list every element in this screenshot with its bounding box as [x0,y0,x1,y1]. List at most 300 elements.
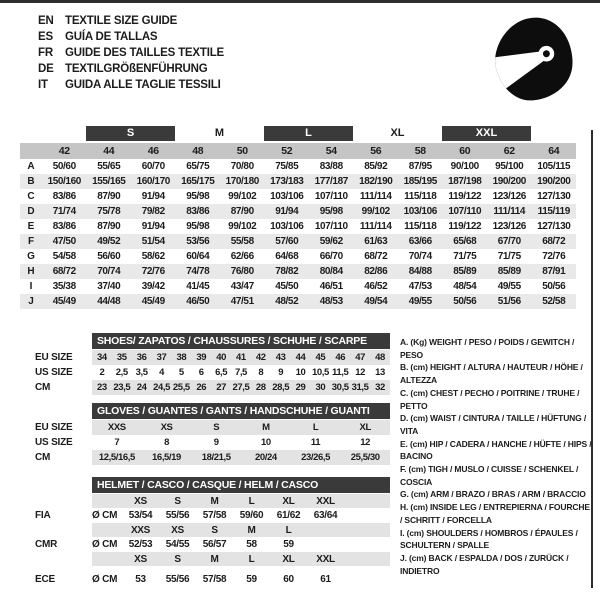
row-label: EU SIZE [35,352,73,363]
value-cell: 47 [355,352,365,363]
table-title-row [35,477,390,493]
spacer [35,403,92,419]
size-number-cell: 64 [548,145,560,157]
size-number-cell: 44 [103,145,115,157]
measurement-value-cell: 85/89 [453,266,477,277]
value-cell: 23,5 [113,382,131,393]
size-letter-row [20,126,576,143]
legend-item: C. (cm) CHEST / PECHO / POITRINE / TRUHE / PETTO [400,387,580,411]
legend-item: A. (Kg) WEIGHT / PESO / POIDS / GEWITCH / PESO [400,337,575,360]
value-cell: 55/56 [165,573,190,585]
size-labels [92,494,390,508]
value-cell: XS [160,422,173,433]
table-row [35,365,390,380]
measurement-value-cell: 165/175 [181,176,215,187]
measurement-value-cell: 115/118 [404,221,437,232]
helmet-size-row [35,552,390,566]
size-label-cell: XS [171,524,184,536]
value-cell: S [213,422,220,433]
measurement-value-cell: 78/82 [275,266,299,277]
racing-helmet-icon [487,10,579,108]
value-cell: 9 [213,437,219,448]
value-cell: 28 [255,382,266,393]
measurement-value-cell: 119/122 [448,221,482,232]
value-cell: 10 [260,437,271,448]
measurement-value-cell: 91/94 [275,206,299,217]
row-key: A [27,161,35,172]
table-row [35,450,390,465]
value-cell: 44 [295,352,306,363]
language-code: IT [38,79,48,91]
measurement-value-cell: 46/51 [319,281,343,292]
value-cell: 24,5 [153,382,170,393]
value-cell: 53/54 [128,510,153,521]
measurement-value-cell: 71/74 [52,206,76,217]
row-label: US SIZE [35,367,73,378]
guide-title: GUIDE DES TAILLES TEXTILE [65,47,224,59]
value-cell: 40 [216,352,226,363]
row-values [92,420,390,435]
measurement-value-cell: 54/58 [52,251,76,262]
measurement-value-cell: 45/49 [52,296,76,307]
measurement-value-cell: 127/130 [537,221,571,232]
helmet-value-row [35,570,390,588]
size-number-cell: 60 [459,145,471,157]
measurement-value-cell: 84/88 [408,266,432,277]
measurement-value-cell: 47/51 [230,296,254,307]
value-cell: 23 [97,382,107,393]
value-cell: 63/64 [313,510,338,521]
value-cell: 23/26,5 [301,452,330,463]
value-cell: XXS [107,422,126,433]
value-cell: L [312,422,319,433]
row-values [92,508,390,523]
guide-title: TEXTILGRÖßENFÜHRUNG [65,63,208,75]
language-code: FR [38,47,53,59]
value-cell: 38 [176,352,187,363]
language-code: ES [38,31,53,43]
racing-helmet-icon [487,10,579,108]
value-cell: 6 [198,367,204,378]
measurement-value-cell: 72/76 [141,266,165,277]
legend-item: H. (cm) INSIDE LEG / ENTREPIERNA / FOURCHE / SCHRITT / FORCELLA [400,502,590,525]
measurement-value-cell: 75/78 [97,206,121,217]
measurement-legend [400,336,594,577]
value-cell: 39 [196,352,207,363]
measurement-value-cell: 105/115 [537,161,571,172]
measurement-value-cell: 43/47 [230,281,254,292]
value-cell: 12 [355,367,365,378]
measurement-value-cell: 48/52 [275,296,299,307]
value-cell: 61 [320,573,331,585]
textile-size-table [20,126,576,309]
value-cell: 8 [164,437,169,448]
measurement-row [20,234,576,249]
value-cell: 37 [156,352,167,363]
row-label: EU SIZE [35,422,73,433]
row-values [92,450,390,465]
spacer [35,333,92,349]
value-cell: 57/58 [202,510,227,521]
value-cell: 12 [360,437,371,448]
measurement-row [20,279,576,294]
value-cell: 11 [310,437,321,448]
table-title-bar: HELMET / CASCO / CASQUE / HELM / CASCO [92,477,390,493]
spacer [35,523,92,537]
value-cell: 30 [315,382,326,393]
size-label-cell: XL [282,553,295,565]
row-values [92,380,390,395]
legend-item: E. (cm) HIP / CADERA / HANCHE / HÜFTE / HIPS / BACINO [400,438,592,462]
legend-item: D. (cm) WAIST / CINTURA / TAILLE / HÜFTUNG / VITA [400,413,587,436]
measurement-value-cell: 56/60 [97,251,121,262]
measurement-value-cell: 70/80 [230,161,254,172]
spacer [35,494,92,508]
value-cell: 25,5 [172,382,190,393]
measurement-value-cell: 70/74 [408,251,432,262]
value-cell: 36 [136,352,147,363]
helmet-value-row [35,537,390,552]
table-title-bar: SHOES/ ZAPATOS / CHAUSSURES / SCHUHE / SCARPE [92,333,390,349]
value-cell: 41 [236,352,246,363]
size-label-cell: L [248,495,255,507]
row-values [92,365,390,380]
measurement-value-cell: 68/72 [542,236,566,247]
value-cell: 57/58 [202,573,227,585]
value-cell: 61/62 [276,510,301,521]
measurement-value-cell: 99/102 [361,206,390,217]
measurement-value-cell: 115/119 [537,206,570,217]
measurement-value-cell: 103/106 [270,191,304,202]
spacer [20,126,86,143]
measurement-value-cell: 87/90 [230,206,254,217]
value-cell: 42 [255,352,266,363]
size-label-xl: XL [390,127,405,139]
row-values [92,435,390,450]
standard-label: ECE [35,573,55,585]
measurement-value-cell: 35/38 [52,281,76,292]
measurement-value-cell: 50/56 [542,281,566,292]
measurement-value-cell: 87/95 [408,161,432,172]
size-label-cell: XXS [130,524,151,536]
value-cell: 18/21,5 [201,452,231,463]
measurement-value-cell: 66/70 [319,251,343,262]
measurement-value-cell: 70/74 [97,266,121,277]
measurement-row [20,249,576,264]
size-number-cell: 48 [192,145,204,157]
measurement-value-cell: 87/91 [542,266,566,277]
row-values [92,537,390,552]
measurement-row [20,204,576,219]
measurement-value-cell: 99/102 [228,221,257,232]
row-key: I [29,281,33,292]
language-code: EN [38,15,54,27]
value-cell: 25,5/30 [350,452,380,463]
measurement-value-cell: 173/183 [270,176,304,187]
helmet-size-table [35,477,390,588]
row-key: B [27,176,35,187]
legend-item: F. (cm) TIGH / MUSLO / CUISSE / SCHENKEL / COSCIA [400,464,579,487]
size-labels [92,552,390,566]
measurement-value-cell: 91/94 [141,191,165,202]
size-number-cell: 46 [147,145,159,157]
measurement-value-cell: 107/110 [314,191,348,202]
guide-title: TEXTILE SIZE GUIDE [65,15,178,27]
measurement-value-cell: 49/54 [364,296,388,307]
measurement-value-cell: 99/102 [228,191,257,202]
size-number-cell: 62 [503,145,515,157]
value-cell: 13 [375,367,385,378]
measurement-value-cell: 61/63 [364,236,388,247]
measurement-value-cell: 95/98 [319,206,343,217]
table-title-row [35,403,390,419]
size-label-cell: XXL [316,553,335,565]
size-label-cell: S [174,553,181,565]
unit-cell: Ø CM [92,510,118,521]
measurement-value-cell: 60/70 [141,161,165,172]
measurement-value-cell: 190/200 [492,176,526,187]
measurement-value-cell: 83/86 [52,221,76,232]
measurement-row [20,174,576,189]
measurement-value-cell: 59/62 [319,236,343,247]
shoes-size-table [35,333,390,395]
table-row [35,420,390,435]
measurement-value-cell: 63/66 [408,236,432,247]
measurement-value-cell: 85/92 [364,161,388,172]
value-cell: 28,5 [272,382,290,393]
measurement-row [20,264,576,279]
measurement-value-cell: 47/50 [52,236,76,247]
size-number-cell: 56 [370,145,382,157]
measurement-row [20,189,576,204]
value-cell: 16,5/19 [152,452,181,463]
measurement-value-cell: 111/114 [493,206,526,217]
measurement-value-cell: 55/65 [97,161,121,172]
value-cell: 2,5 [115,367,128,378]
value-cell: M [262,422,270,433]
measurement-value-cell: 182/190 [359,176,393,187]
measurement-value-cell: 50/56 [453,296,477,307]
helmet-size-row [35,523,390,537]
size-label-cell: M [210,495,219,507]
measurement-value-cell: 46/50 [186,296,210,307]
measurement-value-cell: 68/72 [364,251,388,262]
language-title-row [38,61,224,77]
measurement-value-cell: 64/68 [275,251,299,262]
measurement-value-cell: 65/75 [186,161,210,172]
value-cell: 10,5 [311,367,329,378]
row-key: J [28,296,34,307]
spacer [35,477,92,493]
language-title-row [38,13,224,29]
size-label-cell: S [211,524,218,536]
measurement-value-cell: 95/100 [495,161,524,172]
measurement-value-cell: 160/170 [136,176,170,187]
measurement-value-cell: 71/75 [497,251,521,262]
measurement-value-cell: 185/195 [403,176,437,187]
size-label-cell: L [248,553,255,565]
measurement-value-cell: 51/54 [141,236,165,247]
unit-cell: Ø CM [92,539,118,550]
value-cell: 5 [178,367,184,378]
value-cell: 29 [295,382,306,393]
top-border [0,0,600,3]
measurement-value-cell: 111/114 [359,221,392,232]
value-cell: 59 [246,573,257,585]
measurement-row [20,219,576,234]
size-label-xxl: XXL [442,126,531,141]
measurement-value-cell: 62/66 [230,251,254,262]
value-cell: 8 [258,367,264,378]
language-title-list [38,13,224,93]
value-cell: 2 [99,367,105,378]
measurement-value-cell: 37/40 [97,281,121,292]
spacer [531,126,576,143]
table-row [35,435,390,450]
measurement-value-cell: 90/100 [450,161,479,172]
measurement-row [20,159,576,174]
measurement-value-cell: 115/118 [404,191,437,202]
value-cell: 27,5 [232,382,250,393]
measurement-value-cell: 39/42 [141,281,165,292]
size-number-cell: 54 [325,145,337,157]
measurement-value-cell: 123/126 [492,221,526,232]
value-cell: 9 [278,367,284,378]
value-cell: XL [359,422,371,433]
row-key: C [27,191,35,202]
value-cell: 60 [283,573,294,585]
helmet-value-row [35,508,390,523]
measurement-value-cell: 45/49 [141,296,165,307]
measurement-value-cell: 119/122 [448,191,482,202]
measurement-value-cell: 74/78 [186,266,210,277]
measurement-value-cell: 58/62 [141,251,165,262]
value-cell: 27 [216,382,226,393]
value-cell: 32 [375,382,385,393]
guide-title: GUÍA DE TALLAS [65,31,158,43]
measurement-value-cell: 87/90 [97,221,121,232]
value-cell: 7,5 [234,367,247,378]
measurement-value-cell: 111/114 [359,191,392,202]
size-number-cell: 50 [236,145,248,157]
row-values [92,350,390,365]
measurement-value-cell: 187/198 [448,176,482,187]
row-key: D [27,206,35,217]
row-label: US SIZE [35,437,73,448]
value-cell: 10 [295,367,306,378]
language-title-row [38,77,224,93]
table-title-row [35,333,390,349]
value-cell: 30,5 [331,382,349,393]
value-cell: 20/24 [254,452,277,463]
value-cell: 31,5 [351,382,369,393]
measurement-value-cell: 103/106 [270,221,304,232]
value-cell: 3,5 [135,367,148,378]
value-cell: 58 [246,539,257,550]
value-cell: 43 [275,352,286,363]
size-label-l: L [264,126,353,141]
measurement-value-cell: 82/86 [364,266,388,277]
value-cell: 45 [315,352,326,363]
row-key: E [27,221,35,232]
measurement-value-cell: 107/110 [448,206,482,217]
size-label-cell: XS [134,495,147,507]
measurement-row [20,294,576,309]
row-key: H [27,266,35,277]
size-number-row [20,143,576,159]
measurement-value-cell: 150/160 [47,176,81,187]
value-cell: 59 [283,539,294,550]
value-cell: 12,5/16,5 [98,452,135,463]
measurement-value-cell: 85/89 [497,266,521,277]
table-title-bar: GLOVES / GUANTES / GANTS / HANDSCHUHE / GUANTI [92,403,390,419]
legend-item: G. (cm) ARM / BRAZO / BRAS / ARM / BRACCIO [400,489,586,500]
measurement-value-cell: 45/50 [275,281,299,292]
measurement-value-cell: 49/52 [97,236,121,247]
size-label-cell: XS [134,553,147,565]
value-cell: 46 [335,352,346,363]
row-values [92,570,390,588]
standard-label: FIA [35,510,51,521]
measurement-value-cell: 41/45 [186,281,210,292]
measurement-value-cell: 76/80 [230,266,254,277]
value-cell: 55/56 [165,510,190,521]
gloves-size-table [35,403,390,465]
measurement-value-cell: 91/94 [141,221,165,232]
helmet-size-row [35,494,390,508]
size-label-cell: L [285,524,292,536]
measurement-value-cell: 67/70 [497,236,521,247]
measurement-value-cell: 47/53 [408,281,432,292]
value-cell: 34 [97,352,107,363]
value-cell: 26 [196,382,207,393]
measurement-value-cell: 127/130 [537,191,571,202]
measurement-value-cell: 79/82 [141,206,165,217]
measurement-value-cell: 57/60 [275,236,299,247]
size-label-cell: S [174,495,181,507]
value-cell: 56/57 [202,539,227,550]
measurement-value-cell: 155/165 [92,176,126,187]
measurement-value-cell: 83/86 [186,206,210,217]
value-cell: 7 [114,437,120,448]
measurement-value-cell: 53/56 [186,236,210,247]
measurement-value-cell: 75/85 [275,161,299,172]
measurement-value-cell: 60/64 [186,251,210,262]
size-label-s: S [86,126,175,141]
measurement-value-cell: 170/180 [225,176,259,187]
row-label: CM [35,382,51,393]
size-label-m: M [214,127,225,139]
measurement-value-cell: 50/60 [52,161,76,172]
row-key: F [27,236,35,247]
measurement-value-cell: 49/55 [408,296,432,307]
measurement-value-cell: 48/53 [319,296,343,307]
size-label-cell: M [247,524,256,536]
measurement-value-cell: 177/187 [314,176,348,187]
measurement-value-cell: 55/58 [230,236,254,247]
size-number-cell: 42 [58,145,70,157]
value-cell: 52/53 [128,539,153,550]
measurement-value-cell: 95/98 [186,191,210,202]
measurement-value-cell: 49/55 [497,281,521,292]
size-number-cell: 52 [281,145,293,157]
measurement-value-cell: 103/106 [403,206,437,217]
language-title-row [38,29,224,45]
measurement-value-cell: 44/48 [97,296,121,307]
language-code: DE [38,63,54,75]
value-cell: 54/55 [165,539,190,550]
legend-item: B. (cm) HEIGHT / ALTURA / HAUTEUR / HÖHE / ALTEZZA [400,362,583,386]
